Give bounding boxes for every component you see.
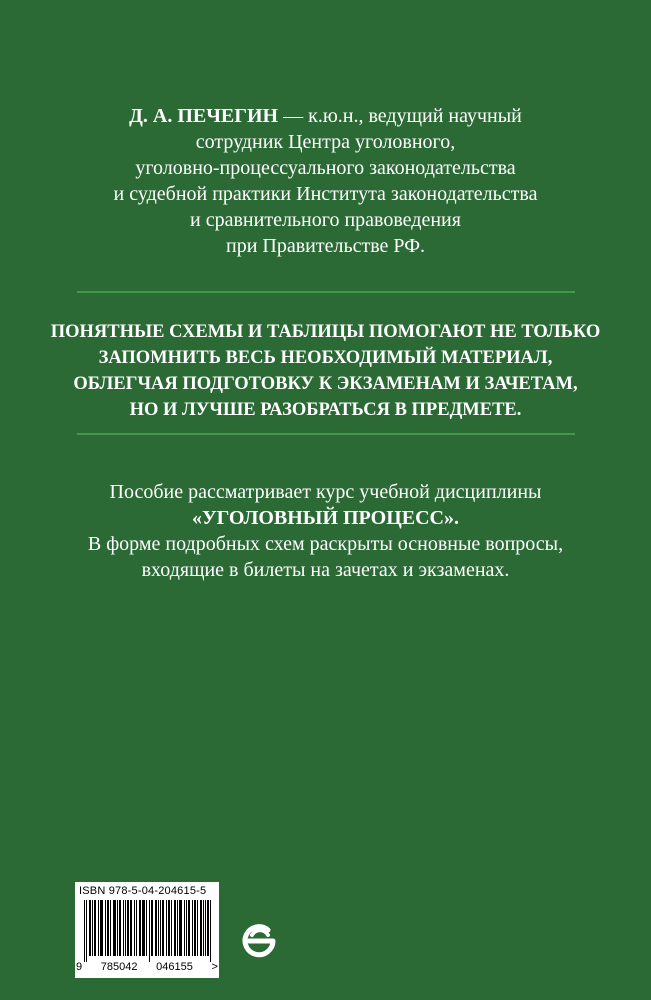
barcode-bar [152,900,153,956]
barcode-bar [189,900,190,956]
author-bio [60,103,591,259]
barcode-bars [84,900,212,962]
author-bio-line: и сравнительного правоведения [190,209,461,231]
isbn-text: ISBN 978-5-04-204615-5 [79,885,207,897]
barcode-bar [208,900,209,956]
barcode-bar [205,900,206,956]
course-title: «УГОЛОВНЫЙ ПРОЦЕСС». [191,507,459,529]
barcode-bar [197,900,198,956]
barcode-bar [160,900,161,956]
barcode-bar [113,900,114,956]
barcode-bar [94,900,95,956]
description-line: входящие в билеты на зачетах и экзаменах. [141,559,510,581]
barcode-bar [146,900,147,956]
barcode-bar [203,900,204,956]
author-bio-line: и судебной практики Института законодательства [113,183,538,205]
barcode-bar [119,900,120,956]
barcode-digit-group: > [211,961,218,973]
barcode-bar [180,900,181,956]
barcode-bar [163,900,164,956]
highlight-line: НО И ЛУЧШЕ РАЗОБРАТЬСЯ В ПРЕДМЕТЕ. [129,400,522,420]
divider-bottom [77,433,575,435]
barcode-bar [194,900,195,956]
barcode-digit-group: 785042 [100,961,138,973]
barcode-bar [142,900,143,956]
barcode-bar [144,900,145,956]
barcode-bar [120,900,121,956]
barcode-digit-group: 046155 [156,961,193,973]
barcode-bar [186,900,187,956]
barcode-bar [107,900,108,956]
barcode-bar [108,900,109,956]
barcode-bar [177,900,178,956]
divider-top [77,291,575,293]
barcode-bar [114,900,115,956]
barcode-bar [92,900,93,956]
highlight-line: ОБЛЕГЧАЯ ПОДГОТОВКУ К ЭКЗАМЕНАМ И ЗАЧЕТАМ, [73,374,578,394]
barcode-digits [76,961,218,973]
barcode-bar [89,900,90,956]
barcode-bar [143,900,144,956]
barcode-bar [169,900,170,956]
barcode-bar [192,900,193,956]
author-bio-line: уголовно-процессуального законодательства [135,157,516,179]
barcode-bar [151,900,152,956]
barcode-bar [86,900,87,962]
barcode-bar [200,900,201,956]
barcode-bar [195,900,196,956]
description-line: В форме подробных схем раскрыты основные вопросы, [87,533,564,555]
barcode-bar [90,900,91,956]
barcode-bar [207,900,208,956]
barcode-bar [149,900,150,962]
barcode-bar [131,900,132,956]
barcode-bar [110,900,111,956]
barcode-bar [174,900,175,956]
barcode-bar [201,900,202,956]
barcode-bar [100,900,101,956]
barcode-bar [162,900,163,956]
author-bio-line: — к.ю.н., ведущий научный [278,105,522,127]
barcode-bar [117,900,118,956]
barcode-bar [158,900,159,956]
barcode-bar [210,900,211,962]
barcode-bar [140,900,141,956]
barcode-bar [128,900,129,956]
publisher-logo-icon [238,920,280,962]
barcode-bar [156,900,157,956]
barcode-bar [136,900,137,956]
barcode-bar [184,900,185,956]
barcode-bar [123,900,124,956]
barcode-bar [125,900,126,956]
author-bio-line: при Правительстве РФ. [226,235,425,257]
barcode-bar [188,900,189,956]
barcode-bar [139,900,140,956]
author-name: Д. А. ПЕЧЕГИН [129,105,279,127]
barcode-bar [175,900,176,956]
barcode-bar [95,900,96,956]
description-line: Пособие рассматривает курс учебной дисциплины [109,481,542,503]
barcode-bar [168,900,169,956]
barcode-bar [98,900,99,956]
highlight-line: ЗАПОМНИТЬ ВЕСЬ НЕОБХОДИМЫЙ МАТЕРИАЛ, [98,348,553,368]
barcode-bar [134,900,135,956]
barcode-bar [179,900,180,956]
author-bio-line: сотрудник Центра уголовного, [195,131,456,153]
barcode-bar [171,900,172,956]
barcode-bar [115,900,116,956]
barcode-bar [84,900,85,962]
highlight-text [40,319,611,423]
isbn-barcode [75,882,219,978]
barcode-bar [101,900,102,956]
barcode-bar [105,900,106,956]
barcode-bar [166,900,167,956]
highlight-line: ПОНЯТНЫЕ СХЕМЫ И ТАБЛИЦЫ ПОМОГАЮТ НЕ ТОЛЬКО [50,322,601,342]
barcode-digit-group: 9 [76,961,83,973]
barcode-bar [130,900,131,956]
barcode-bar [181,900,182,956]
barcode-bar [102,900,103,956]
barcode-bar [155,900,156,956]
barcode-bar [127,900,128,956]
book-description [50,479,601,583]
